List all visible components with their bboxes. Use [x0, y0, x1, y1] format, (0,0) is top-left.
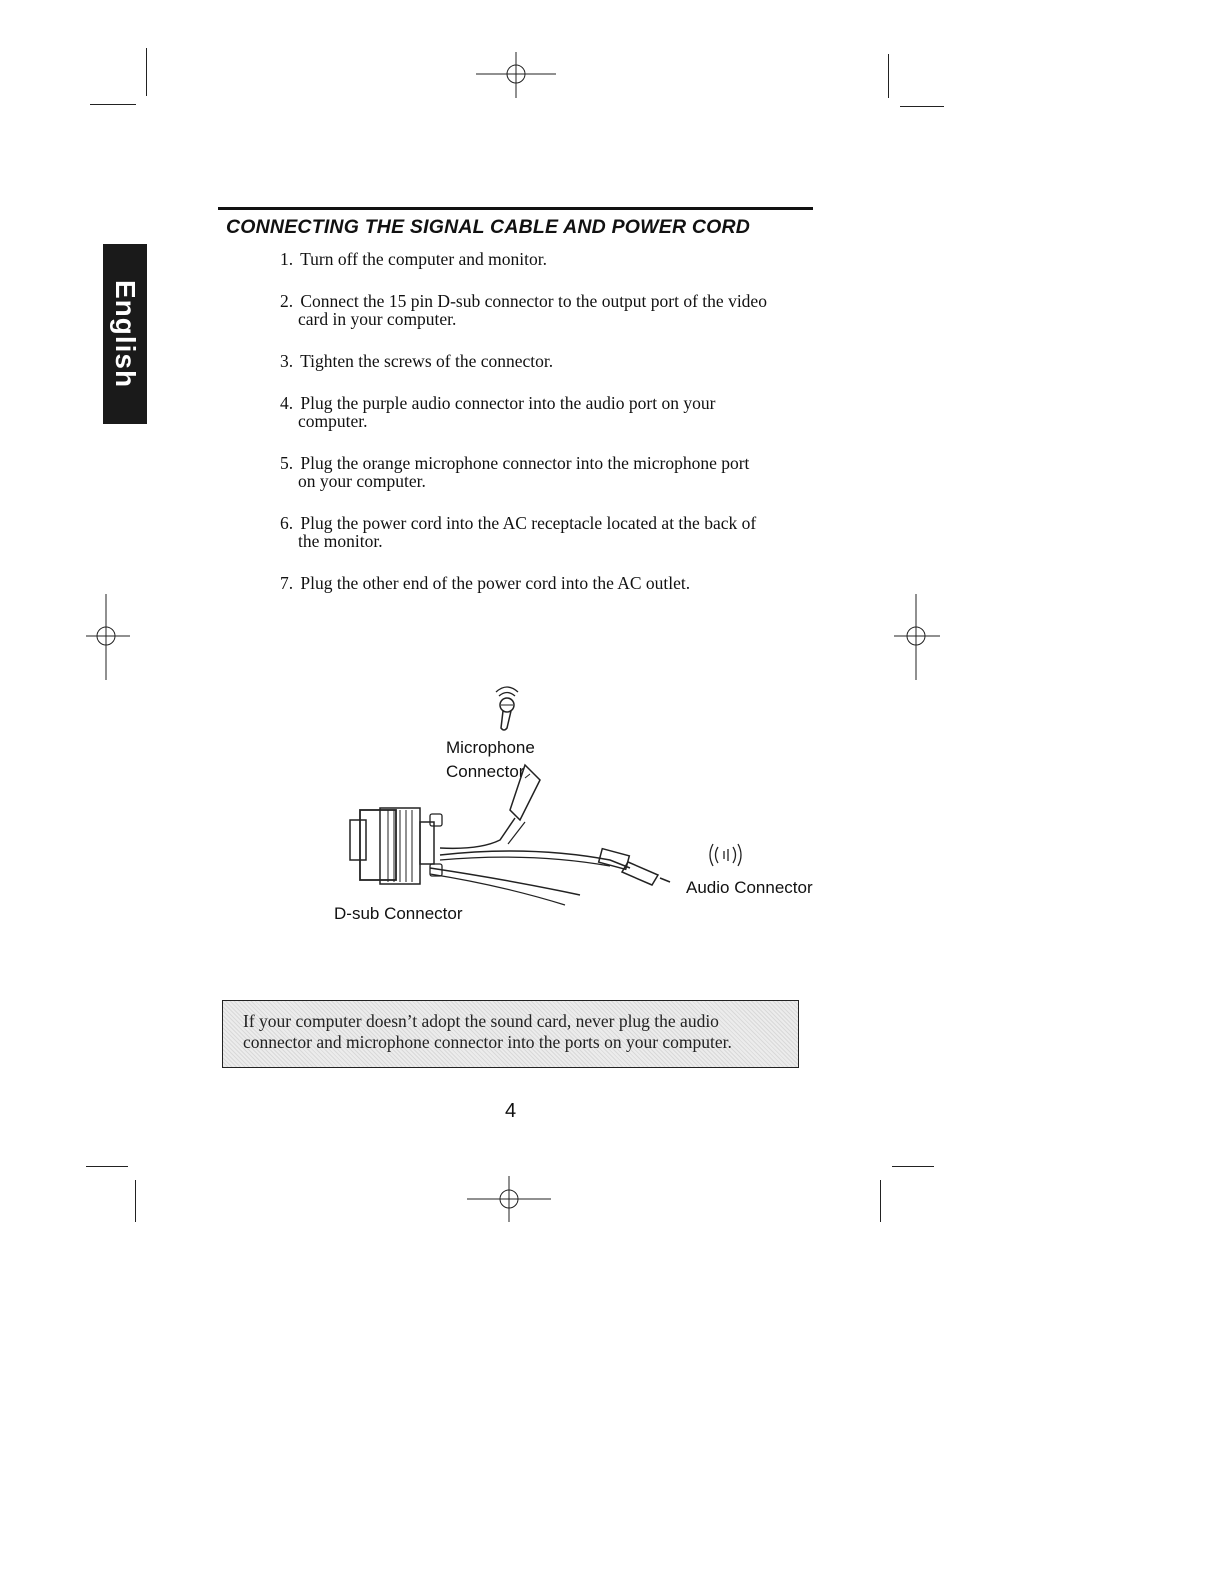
step-number: 2. — [280, 291, 294, 311]
note-line-2: connector and microphone connector into the ports on your computer. — [243, 1032, 732, 1052]
step-item — [280, 394, 825, 430]
step-text-continued: computer. — [298, 411, 368, 431]
crop-mark-top-left-h — [90, 104, 136, 105]
language-tab-label: English — [110, 279, 141, 389]
step-number: 5. — [280, 453, 294, 473]
step-text: Tighten the screws of the connector. — [300, 351, 554, 371]
crop-mark-top-right-v — [888, 54, 889, 98]
step-text-continued: on your computer. — [298, 471, 426, 491]
step-number: 7. — [280, 573, 294, 593]
note-line-1: If your computer doesn’t adopt the sound card, never plug the audio — [243, 1011, 719, 1031]
crop-mark-bottom-right-v — [880, 1180, 881, 1222]
speaker-sound-icon — [704, 840, 750, 870]
section-rule — [218, 207, 813, 210]
dsub-label: D-sub Connector — [334, 904, 463, 923]
step-text-continued: the monitor. — [298, 531, 383, 551]
step-text: Plug the power cord into the AC receptacle located at the back of — [300, 513, 757, 533]
crop-mark-top-right-h — [900, 106, 944, 107]
step-number: 4. — [280, 393, 294, 413]
step-text: Plug the other end of the power cord into the AC outlet. — [300, 573, 691, 593]
step-item — [280, 352, 825, 370]
step-number: 3. — [280, 351, 294, 371]
steps-list — [280, 250, 825, 616]
registration-mark-left — [86, 594, 130, 680]
step-number: 1. — [280, 249, 294, 269]
crop-mark-bottom-left-h — [86, 1166, 128, 1167]
step-item — [280, 574, 825, 592]
step-number: 6. — [280, 513, 294, 533]
step-text: Connect the 15 pin D-sub connector to the output port of the video — [300, 291, 767, 311]
step-item — [280, 454, 825, 490]
crop-mark-top-left-v — [146, 48, 147, 96]
page-number: 4 — [505, 1100, 517, 1122]
language-side-tab — [103, 244, 147, 424]
step-item — [280, 292, 825, 328]
registration-mark-right — [894, 594, 940, 680]
connector-illustration — [330, 670, 850, 940]
registration-mark-bottom — [467, 1176, 551, 1222]
registration-mark-top — [476, 52, 556, 98]
microphone-icon — [490, 678, 524, 734]
step-item — [280, 514, 825, 550]
d-sub-connector-icon — [330, 760, 690, 910]
crop-mark-bottom-right-h — [892, 1166, 934, 1167]
audio-label: Audio Connector — [686, 878, 813, 897]
microphone-label-line1: Microphone — [446, 738, 535, 757]
warning-note — [222, 1000, 799, 1068]
step-item — [280, 250, 825, 268]
step-text-continued: card in your computer. — [298, 309, 457, 329]
step-text: Plug the purple audio connector into the audio port on your — [300, 393, 716, 413]
step-text: Turn off the computer and monitor. — [300, 249, 547, 269]
crop-mark-bottom-left-v — [135, 1180, 136, 1222]
microphone-label-line2: Connector — [446, 762, 525, 781]
section-title: CONNECTING THE SIGNAL CABLE AND POWER CORD — [226, 216, 751, 238]
step-text: Plug the orange microphone connector into the microphone port — [300, 453, 750, 473]
